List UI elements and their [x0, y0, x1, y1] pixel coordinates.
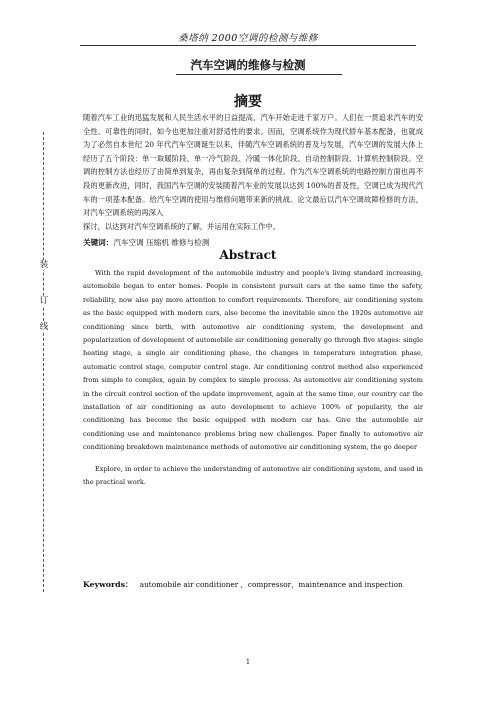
abstract-en-body	[83, 267, 423, 490]
binding-dashed-line	[43, 132, 44, 592]
abstract-en-paragraph: With the rapid development of the automobile industry and people's living standard increasing, automobile began to enter homes. People in consistent pursuit cars at the same time the safety, reliability, now also pay more attention to comfort requirements. Therefore, air conditioning system as the basic equipped with modern cars, also become the inevitable since the 1920s automotive air conditioning since birth, with automotive air conditioning system, the development and popularization of development of automobile air conditioning generally go through five stages: single heating stage, a single air conditioning phase, the changes in temperature integration phase, automatic control stage, computer control stage. Air conditioning control method also experienced from simple to complex, again by complex to simple process. As automotive air conditioning system in the circuit control section of the update improvement, again at the same time, our country car the installation of air conditioning as auto development to achieve 100% of popularity, the air conditioning has become the basic equipped with modern car has. Give the automobile air conditioning use and maintenance problems bring new challenges. Paper finally to automotive air conditioning breakdown maintenance methods of automotive air conditioning system, the go deeper	[83, 269, 423, 452]
keywords-en	[83, 579, 403, 590]
keywords-en-text: automobile air conditioner ，compressor，maintenance and inspection	[139, 580, 403, 589]
keywords-cn	[83, 237, 209, 248]
abstract-cn-paragraph: 探讨，以达到对汽车空调系统的了解，并运用在实际工作中。	[83, 221, 281, 231]
abstract-en-paragraph: Explore, in order to achieve the understanding of automotive air conditioning system, and used in the practical work.	[83, 464, 423, 487]
binding-mark-ding: 订	[39, 296, 49, 306]
abstract-en-heading: Abstract	[219, 248, 277, 262]
keywords-cn-label: 关键词：	[83, 238, 114, 247]
keywords-cn-text: 汽车空调 压缩机 维修与检测	[113, 238, 210, 247]
paper-title: 汽车空调的维修与检测	[190, 58, 306, 72]
header-rule	[80, 45, 416, 46]
running-header: 桑塔纳 2000空调的检测与维修	[178, 33, 318, 44]
page-number: 1	[245, 658, 251, 666]
title-rule	[176, 74, 342, 75]
keywords-en-label: Keywords：	[83, 580, 133, 589]
abstract-cn-body	[83, 111, 423, 233]
abstract-cn-paragraph: 随着汽车工业的迅猛发展和人民生活水平的日益提高，汽车开始走进千家万户。人们在一贯追求汽车的安全性、可靠性的同时，如今也更加注重对舒适性的要求。因而，空调系统作为现代轿车基本配备，也就成为了必然自本世纪 20 年代汽车空调诞生以来，伴随汽车空调系统的普及与发展，汽车空调的发展大体上经历了五个阶段：单一取暖阶段、单一冷气阶段、冷暖一体化阶段、自动控制阶段、计算机控制阶段。空调的控制方法也经历了由简单到复杂，再由复杂到简单的过程。作为汽车空调系统的电路控制方面也再不段的更新改进，同时，我国汽车空调的安装随着汽车业的发展以达到 100%的普及性，空调已成为现代汽车的一项基本配备。给汽车空调的使用与维修问题带来新的挑战。论文最后以汽车空调故障检修的方法，对汽车空调系统的再深入	[83, 113, 423, 218]
binding-line	[38, 132, 50, 592]
binding-mark-zhuang: 装	[39, 260, 49, 270]
binding-mark-xian: 线	[39, 322, 49, 332]
abstract-cn-heading: 摘要	[234, 94, 262, 110]
